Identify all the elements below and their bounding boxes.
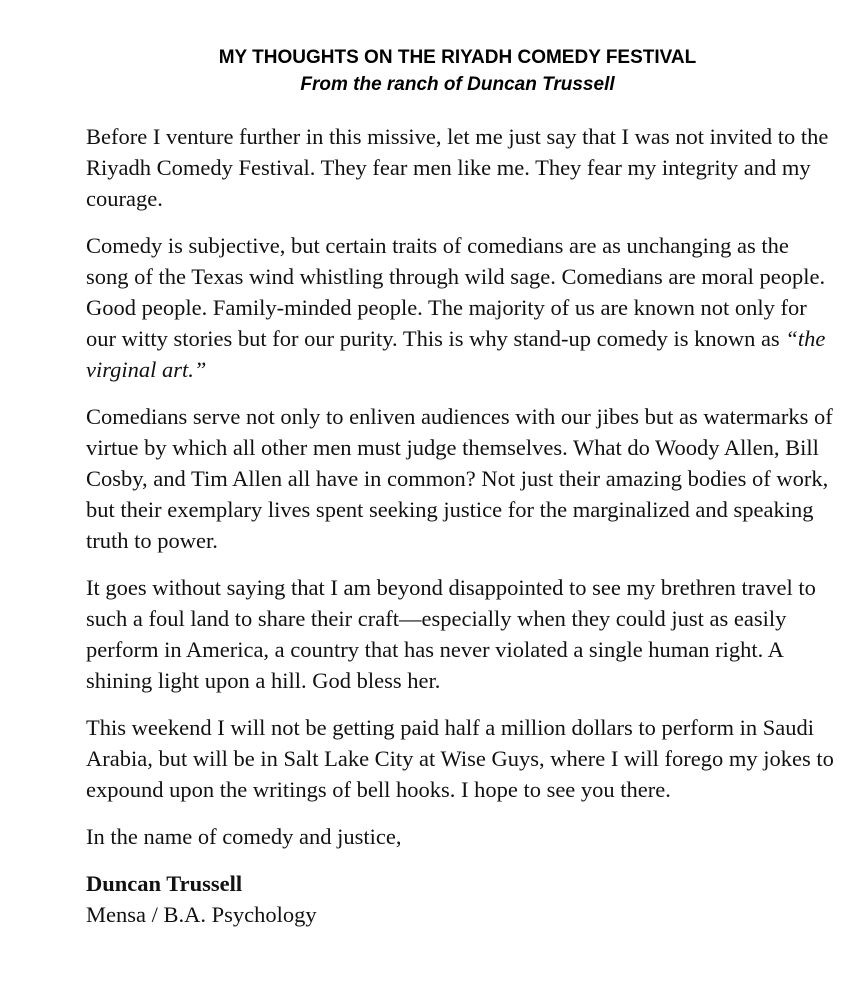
virginal-art-quote: “the virginal art.” xyxy=(86,326,826,382)
paragraph-comedy-subjective-text: Comedy is subjective, but certain traits of comedians are as unchanging as the song of the Texas wind whistling through wild sage. Comedians are moral people. Good people. Family-minded people. The majority of us are known not only for our witty stories but for our purity. This is why stand-up comedy is known as xyxy=(86,233,826,351)
letter-subtitle: From the ranch of Duncan Trussell xyxy=(300,74,615,95)
signature-name: Duncan Trussell xyxy=(86,871,243,896)
paragraph-disappointed: It goes without saying that I am beyond disappointed to see my brethren travel to such a foul land to share their craft—especially when they could just as easily perform in America, a country that has never violated a single human right. A shining light upon a hill. God bless her. xyxy=(86,575,816,693)
signature-block xyxy=(86,868,836,930)
paragraph-intro: Before I venture further in this missive, let me just say that I was not invited to the Riyadh Comedy Festival. They fear men like me. They fear my integrity and my courage. xyxy=(86,124,829,211)
paragraph-comedy-subjective xyxy=(86,230,836,385)
paragraph-this-weekend: This weekend I will not be getting paid half a million dollars to perform in Saudi Arabia, but will be in Salt Lake City at Wise Guys, where I will forego my jokes to expound upon the writings of bell hooks. I hope to see you there. xyxy=(86,715,834,802)
letter-header xyxy=(0,44,850,98)
letter-title: MY THOUGHTS ON THE RIYADH COMEDY FESTIVAL xyxy=(218,47,697,68)
letter-body xyxy=(86,121,836,930)
paragraph-watermarks-of-virtue: Comedians serve not only to enliven audiences with our jibes but as watermarks of virtue by which all other men must judge themselves. What do Woody Allen, Bill Cosby, and Tim Allen all have in common? Not just their amazing bodies of work, but their exemplary lives spent seeking justice for the marginalized and speaking truth to power. xyxy=(86,404,833,553)
signature-credentials: Mensa / B.A. Psychology xyxy=(86,902,317,927)
closing-line: In the name of comedy and justice, xyxy=(86,824,402,849)
